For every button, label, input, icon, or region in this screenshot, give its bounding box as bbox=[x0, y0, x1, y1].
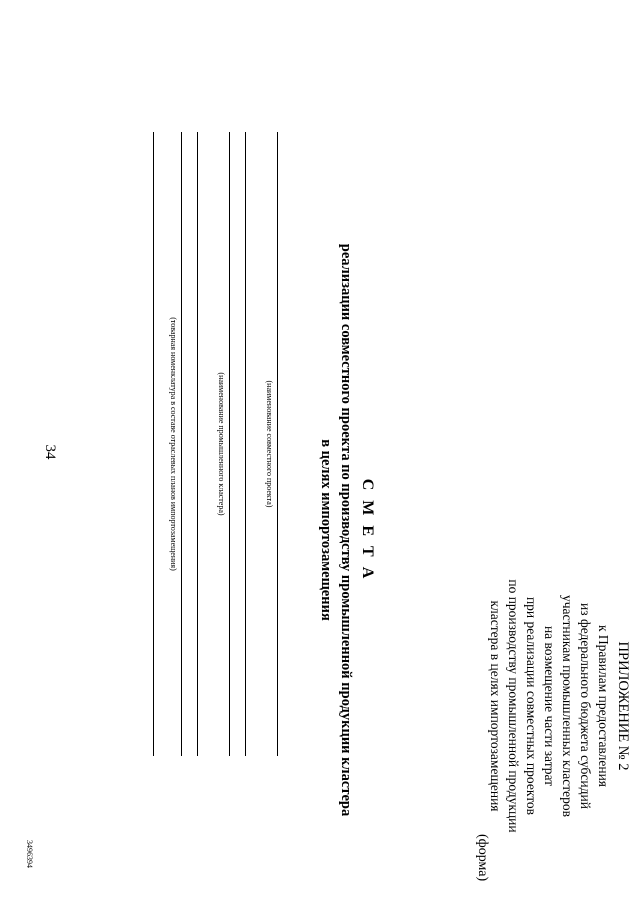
document-code: 3496394 bbox=[25, 840, 34, 868]
appendix-line: участникам промышленных кластеров bbox=[560, 594, 575, 818]
appendix-block bbox=[486, 536, 634, 876]
field-line-nomenclature[interactable] bbox=[181, 132, 182, 756]
field-caption-nomenclature: (товарная номенклатура в составе отраслевых планов импортозамещения) bbox=[169, 317, 178, 571]
form-label: (форма) bbox=[475, 834, 490, 882]
appendix-title: ПРИЛОЖЕНИЕ № 2 bbox=[615, 641, 631, 771]
field-caption-project: (наименование совместного проекта) bbox=[265, 380, 274, 508]
field-line-cluster-top[interactable] bbox=[245, 132, 246, 756]
heading-line-2: в целях импортозамещения bbox=[318, 439, 334, 621]
heading-line-1: реализации совместного проекта по производству промышленной продукции кластера bbox=[338, 243, 354, 817]
appendix-line: при реализации совместных проектов bbox=[524, 596, 539, 816]
field-line-nomenclature-top[interactable] bbox=[197, 132, 198, 756]
page-number: 34 bbox=[42, 444, 58, 460]
appendix-line: из федерального бюджета субсидий bbox=[578, 603, 593, 809]
heading-title: С М Е Т А bbox=[359, 478, 376, 582]
document-heading bbox=[316, 150, 378, 910]
field-line-project[interactable] bbox=[277, 132, 278, 756]
appendix-line: к Правилам предоставления bbox=[596, 624, 611, 788]
field-line-cluster[interactable] bbox=[229, 132, 230, 756]
appendix-line: кластера в целях импортозамещения bbox=[488, 600, 503, 812]
field-line-extra[interactable] bbox=[153, 132, 154, 756]
field-caption-cluster: (наименование промышленного кластера) bbox=[217, 372, 226, 516]
appendix-line: на возмещение части затрат bbox=[542, 625, 557, 787]
appendix-line: по производству промышленной продукции bbox=[506, 579, 521, 833]
